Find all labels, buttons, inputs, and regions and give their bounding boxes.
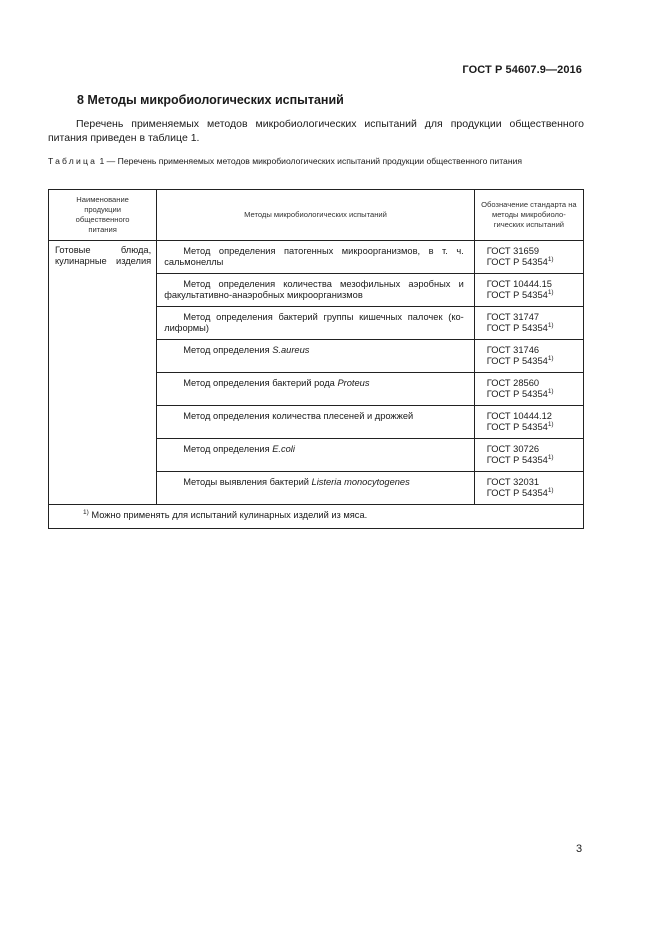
standard-secondary-text: ГОСТ Р 54354	[486, 356, 548, 366]
method-text: Метод определения бактерий группы кишечных палочек (ко-лиформы)	[164, 312, 464, 333]
standard-secondary-text: ГОСТ Р 54354	[486, 455, 548, 465]
standard-secondary-text: ГОСТ Р 54354	[486, 389, 548, 399]
standard-cell	[474, 373, 583, 406]
footnote-row	[49, 505, 584, 529]
standard-secondary	[487, 422, 579, 433]
standard-cell	[474, 307, 583, 340]
intro-text: Перечень применяемых методов микробиологических испытаний для продукции общественного питания приведен в таблице 1.	[48, 118, 584, 144]
footnote-ref: 1)	[547, 255, 554, 263]
organism-name: E.coli	[272, 444, 295, 454]
standard-secondary	[487, 455, 579, 466]
table-caption-label: Таблица	[48, 156, 98, 166]
standard-secondary	[487, 356, 579, 367]
footnote-ref: 1)	[547, 321, 554, 329]
page-number: 3	[576, 843, 583, 855]
standard-secondary-text: ГОСТ Р 54354	[486, 290, 548, 300]
standard-primary: ГОСТ 31659	[486, 246, 540, 256]
standard-primary: ГОСТ 31747	[486, 312, 540, 322]
method-text: Метод определения	[183, 444, 273, 454]
standard-cell	[474, 406, 583, 439]
header-methods: Методы микробиологических испытаний	[157, 190, 475, 241]
footnote-mark: 1)	[83, 508, 89, 516]
standard-primary: ГОСТ 32031	[486, 477, 540, 487]
standard-primary: ГОСТ 30726	[486, 444, 540, 454]
method-cell	[157, 439, 475, 472]
table-caption	[48, 156, 584, 167]
standard-cell	[474, 274, 583, 307]
method-cell	[157, 307, 475, 340]
standard-cell	[474, 340, 583, 373]
method-text: Метод определения бактерий рода	[183, 378, 338, 388]
document-id: ГОСТ Р 54607.9—2016	[462, 64, 582, 76]
footnote-ref: 1)	[547, 453, 554, 461]
table-header-row	[49, 190, 584, 241]
header-product: Наименование продукции общественного питания	[49, 190, 157, 241]
standard-secondary	[487, 323, 579, 334]
method-text: Метод определения количества плесеней и дрожжей	[183, 411, 414, 421]
standard-secondary	[487, 488, 579, 499]
method-cell	[157, 472, 475, 505]
methods-table	[48, 189, 584, 529]
header-standard: Обозначение стандарта на методы микробиоло-гических испытаний	[474, 190, 583, 241]
standard-secondary-text: ГОСТ Р 54354	[486, 422, 548, 432]
intro-paragraph	[48, 117, 584, 145]
standard-primary: ГОСТ 31746	[486, 345, 540, 355]
footnote-ref: 1)	[547, 420, 554, 428]
table-body	[49, 241, 584, 505]
method-cell	[157, 406, 475, 439]
standard-secondary	[487, 290, 579, 301]
footnote-ref: 1)	[547, 486, 554, 494]
organism-name: S.aureus	[272, 345, 310, 355]
method-cell	[157, 373, 475, 406]
standard-secondary-text: ГОСТ Р 54354	[486, 488, 548, 498]
standard-secondary	[487, 389, 579, 400]
standard-secondary-text: ГОСТ Р 54354	[486, 257, 548, 267]
footnote-text: Можно применять для испытаний кулинарных изделий из мяса.	[88, 510, 368, 520]
method-cell	[157, 274, 475, 307]
standard-cell	[474, 472, 583, 505]
standard-cell	[474, 439, 583, 472]
standard-secondary	[487, 257, 579, 268]
standard-secondary-text: ГОСТ Р 54354	[486, 323, 548, 333]
method-cell	[157, 340, 475, 373]
method-text: Метод определения количества мезофильных аэробных и факультативно-анаэробных микроорганизмов	[164, 279, 464, 300]
section-title: 8 Методы микробиологических испытаний	[77, 93, 344, 107]
method-text: Метод определения патогенных микроорганизмов, в т. ч. сальмонеллы	[164, 246, 464, 267]
table-caption-text: 1 — Перечень применяемых методов микробиологических испытаний продукции общественного питания	[99, 156, 523, 166]
footnote-cell	[49, 505, 584, 529]
footnote-ref: 1)	[547, 288, 554, 296]
table-row	[49, 241, 584, 274]
standard-cell	[474, 241, 583, 274]
standard-primary: ГОСТ 10444.12	[486, 411, 552, 421]
method-text: Методы выявления бактерий	[183, 477, 312, 487]
method-text: Метод определения	[183, 345, 273, 355]
standard-primary: ГОСТ 28560	[486, 378, 540, 388]
organism-name: Listeria monocytogenes	[311, 477, 410, 487]
method-cell	[157, 241, 475, 274]
organism-name: Proteus	[337, 378, 370, 388]
standard-primary: ГОСТ 10444.15	[486, 279, 552, 289]
footnote-ref: 1)	[547, 387, 554, 395]
footnote-ref: 1)	[547, 354, 554, 362]
product-cell: Готовые блюда, кулинарные изделия	[49, 241, 157, 505]
